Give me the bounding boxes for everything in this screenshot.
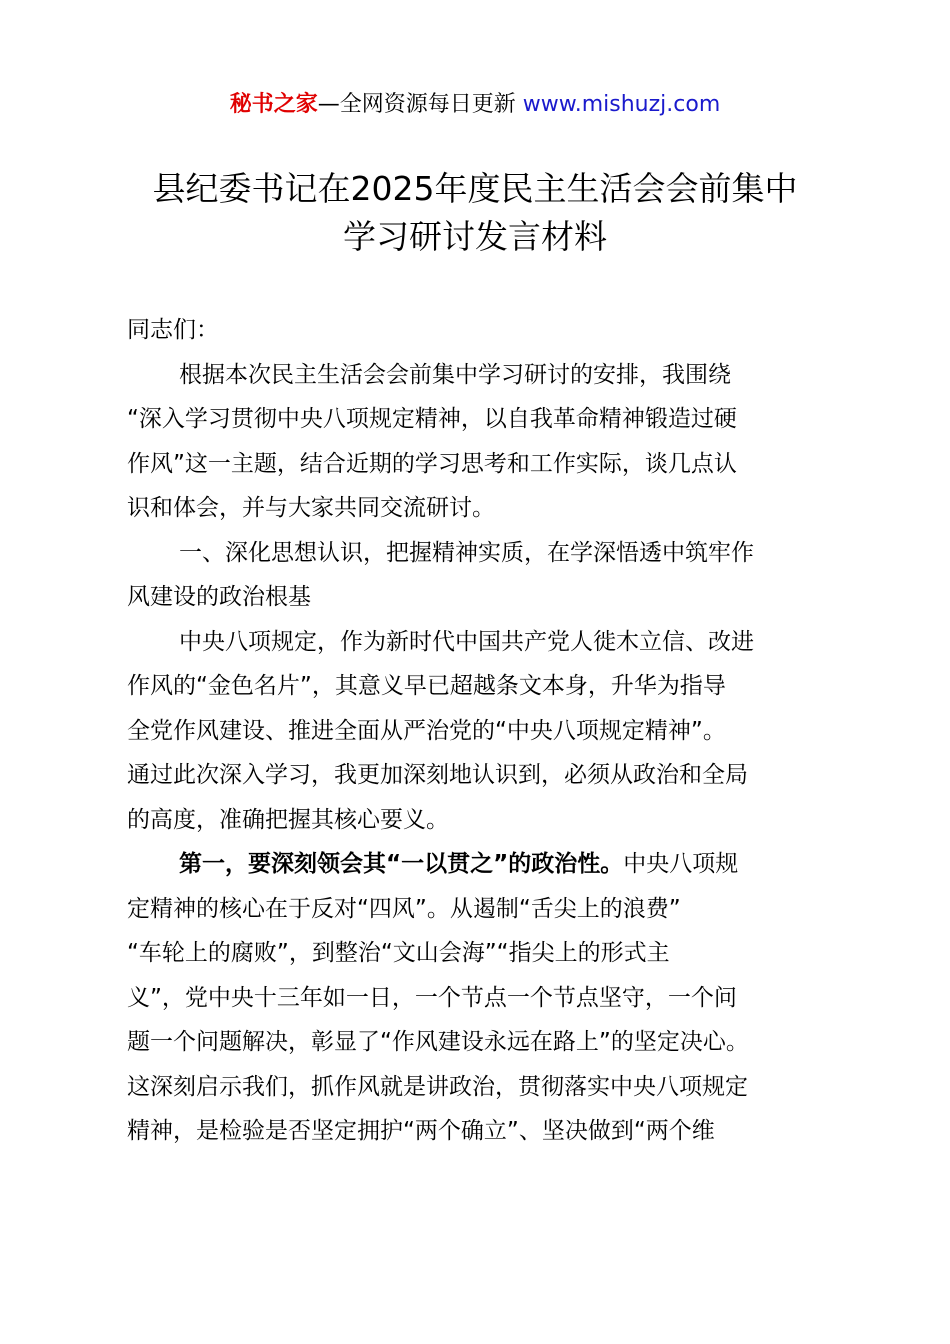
paragraph-line bbox=[127, 842, 837, 887]
paragraph-line: “深入学习贯彻中央八项规定精神，以自我革命精神锻造过硬 bbox=[127, 406, 737, 432]
paragraph-line: 定精神的核心在于反对“四风”。从遏制“舌尖上的浪费” bbox=[127, 895, 681, 922]
paragraph-line: 题一个问题解决，彰显了“作风建设永远在路上”的坚定决心。 bbox=[127, 1029, 749, 1055]
title-line-1: 县纪委书记在2025年度民主生活会会前集中 bbox=[152, 169, 798, 208]
header-tagline: —全网资源每日更新 bbox=[317, 92, 523, 117]
paragraph-line: 作风的“金色名片”，其意义早已超越条文本身，升华为指导 bbox=[127, 673, 726, 699]
paragraph-line: 义”，党中央十三年如一日，一个节点一个节点坚守，一个问 bbox=[127, 984, 737, 1011]
document-body bbox=[127, 308, 837, 1154]
paragraph-line: 中央八项规定，作为新时代中国共产党人徙木立信、改进 bbox=[179, 628, 754, 655]
salutation: 同志们： bbox=[127, 317, 219, 343]
document-title bbox=[110, 165, 840, 261]
paragraph-line: 这深刻启示我们，抓作风就是讲政治，贯彻落实中央八项规定 bbox=[127, 1073, 748, 1100]
paragraph-line: 识和体会，并与大家共同交流研讨。 bbox=[127, 495, 495, 521]
title-line-2: 学习研讨发言材料 bbox=[343, 217, 607, 256]
paragraph-line: 作风”这一主题，结合近期的学习思考和工作实际，谈几点认 bbox=[127, 450, 737, 477]
paragraph-line: 的高度，准确把握其核心要义。 bbox=[127, 806, 449, 833]
site-url-link[interactable]: www.mishuzj.com bbox=[522, 92, 721, 117]
section-heading-line: 一、深化思想认识，把握精神实质，在学深悟透中筑牢作 bbox=[179, 539, 754, 566]
paragraph-line: “车轮上的腐败”，到整治“文山会海”“指尖上的形式主 bbox=[127, 940, 670, 966]
paragraph-text: 中央八项规 bbox=[623, 851, 739, 877]
paragraph-line: 全党作风建设、推进全面从严治党的“中央八项规定精神”。 bbox=[127, 717, 726, 744]
paragraph-line: 根据本次民主生活会会前集中学习研讨的安排，我围绕 bbox=[179, 361, 731, 388]
paragraph-line: 精神，是检验是否坚定拥护“两个确立”、坚决做到“两个维 bbox=[127, 1118, 715, 1144]
brand-name: 秘书之家 bbox=[229, 92, 318, 117]
site-header bbox=[0, 90, 950, 120]
bold-lead-sentence: 第一，要深刻领会其“一以贯之”的政治性。 bbox=[179, 851, 624, 877]
section-heading-line: 风建设的政治根基 bbox=[127, 584, 311, 610]
paragraph-line: 通过此次深入学习，我更加深刻地认识到，必须从政治和全局 bbox=[127, 762, 748, 788]
